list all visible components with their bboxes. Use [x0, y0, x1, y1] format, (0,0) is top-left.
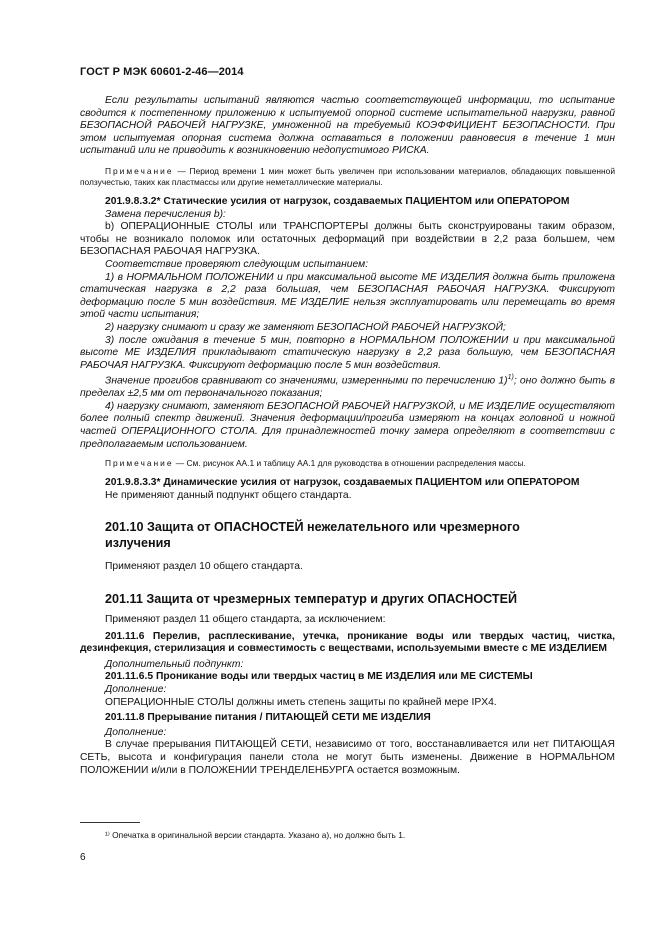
replace-label: Замена перечисления b):	[105, 208, 226, 220]
footnote-ref: 1)	[507, 374, 514, 382]
footnote-divider	[80, 822, 140, 823]
note-1-label: Примечание	[105, 165, 174, 176]
subsection-201-11-6-5-text: ОПЕРАЦИОННЫЕ СТОЛЫ должны иметь степень защиты по крайней мере IPX4.	[105, 696, 497, 708]
step-3: 3) после ожидания в течение 5 мин, повторно в НОРМАЛЬНОМ ПОЛОЖЕНИИ и при максимальной высоте МЕ ИЗДЕЛИЯ прикладывают статическую нагрузку в 2,2 раза большую, чем БЕЗОПАСНАЯ РАБОЧАЯ НАГРУЗКА. Фиксируют деформацию после 5 мин воздействия.	[80, 334, 615, 371]
additional-subclause-label: Дополнительный подпункт:	[105, 658, 244, 670]
subsection-201-11-8-title: 201.11.8 Прерывание питания / ПИТАЮЩЕЙ СЕТИ МЕ ИЗДЕЛИЯ	[105, 712, 431, 724]
section-201-10-heading: 201.10 Защита от ОПАСНОСТЕЙ нежелательного или чрезмерного излучения	[105, 520, 520, 551]
page-number: 6	[80, 852, 86, 863]
document-header: ГОСТ Р МЭК 60601-2-46—2014	[80, 66, 244, 78]
section-201-11-heading: 201.11 Защита от чрезмерных температур и других ОПАСНОСТЕЙ	[105, 592, 518, 607]
subsection-201-9-8-3-2-title: 201.9.8.3.2* Статические усилия от нагрузок, создаваемых ПАЦИЕНТОМ или ОПЕРАТОРОМ	[105, 195, 570, 207]
subsection-201-11-6-5-title: 201.11.6.5 Проникание воды или твердых частиц в МЕ ИЗДЕЛИЯ или МЕ СИСТЕМЫ	[105, 671, 533, 683]
step-1: 1) в НОРМАЛЬНОМ ПОЛОЖЕНИИ и при максимальной высоте МЕ ИЗДЕЛИЯ должна быть приложена статическая нагрузка в 2,2 раза большая, чем БЕЗОПАСНАЯ РАБОЧАЯ НАГРУЗКА. Фиксируют деформацию после 5 мин воздействия. МЕ ИЗДЕЛИЕ нельзя эксплуатировать или перемещать во время этой части испытания;	[80, 271, 615, 321]
note-1-text: — Период времени 1 мин может быть увеличен при использовании материалов, обладающих повышенной ползучестью, таких как пластмассы или другие неметаллические материалы.	[80, 165, 615, 187]
subsection-201-11-6-title: 201.11.6 Перелив, расплескивание, утечка, проникание воды или твердых частиц, чистка, дезинфекция, стерилизация и совместимость с веществами, используемыми вместе с МЕ ИЗДЕЛИЕМ	[80, 630, 615, 655]
addition-label-1: Дополнение:	[105, 684, 167, 696]
page-body	[80, 95, 615, 777]
section-201-10-text: Применяют раздел 10 общего стандарта.	[105, 561, 303, 573]
step-2: 2) нагрузку снимают и сразу же заменяют БЕЗОПАСНОЙ РАБОЧЕЙ НАГРУЗКОЙ;	[105, 321, 506, 333]
deflection-values-b: ; оно должно быть в пределах ±2,5 мм от первоначального показания;	[80, 375, 616, 400]
addition-label-2: Дополнение:	[105, 726, 167, 738]
subsection-201-9-8-3-3-title: 201.9.8.3.3* Динамические усилия от нагрузок, создаваемых ПАЦИЕНТОМ или ОПЕРАТОРОМ	[105, 477, 580, 489]
item-b: b) ОПЕРАЦИОННЫЕ СТОЛЫ или ТРАНСПОРТЕРЫ должны быть сконструированы таким образом, чтобы не возникало поломок или остаточных деформаций при воздействии в 2,2 раза большем, чем БЕЗОПАСНАЯ РАБОЧАЯ НАГРУЗКА.	[80, 221, 615, 258]
compliance-check: Соответствие проверяют следующим испытанием:	[105, 258, 369, 270]
note-2-label: Примечание	[105, 458, 174, 469]
intro-paragraph: Если результаты испытаний являются частью соответствующей информации, то испытание сводится к постепенному приложению к испытуемой опорной системе испытательной нагрузки, равной БЕЗОПАСНОЙ РАБОЧЕЙ НАГРУЗКЕ, умноженной на требуемый КОЭФФИЦИЕНТ БЕЗОПАСНОСТИ. При этом испытуемая опорная система должна оставаться в положении равновесия в течение 1 мин испытаний или не приводить к возникновению недопустимого РИСКА.	[80, 95, 615, 157]
note-2-text: — См. рисунок АА.1 и таблицу АА.1 для руководства в отношении распределения массы.	[173, 458, 526, 469]
footnote: ¹⁾ Опечатка в оригинальной версии стандарта. Указано а), но должно быть 1.	[105, 830, 406, 840]
deflection-values	[80, 372, 615, 401]
section-201-11-text: Применяют раздел 11 общего стандарта, за исключением:	[105, 614, 386, 626]
step-4: 4) нагрузку снимают, заменяют БЕЗОПАСНОЙ РАБОЧЕЙ НАГРУЗКОЙ, и МЕ ИЗДЕЛИЕ осуществляют более полный спектр движений. Значения деформации/прогиба измеряют на концах головной и ножной частей ОПЕРАЦИОННОГО СТОЛА. Для принадлежностей точку замера определяют в соответствии с предполагаемым использованием.	[80, 400, 615, 450]
deflection-values-a: Значение прогибов сравнивают со значениями, измеренными по перечислению 1)	[105, 375, 508, 387]
note-2	[80, 458, 615, 469]
note-1	[80, 166, 615, 188]
subsection-201-11-8-text: В случае прерывания ПИТАЮЩЕЙ СЕТИ, независимо от того, восстанавливается или нет ПИТАЮЩАЯ СЕТЬ, высота и конфигурация панели стола не могут быть изменены. Движение в НОРМАЛЬНОМ ПОЛОЖЕНИИ и/или в ПОЛОЖЕНИИ ТРЕНДЕЛЕНБУРГА остается возможным.	[80, 739, 615, 776]
subsection-201-9-8-3-3-text: Не применяют данный подпункт общего стандарта.	[105, 489, 352, 501]
